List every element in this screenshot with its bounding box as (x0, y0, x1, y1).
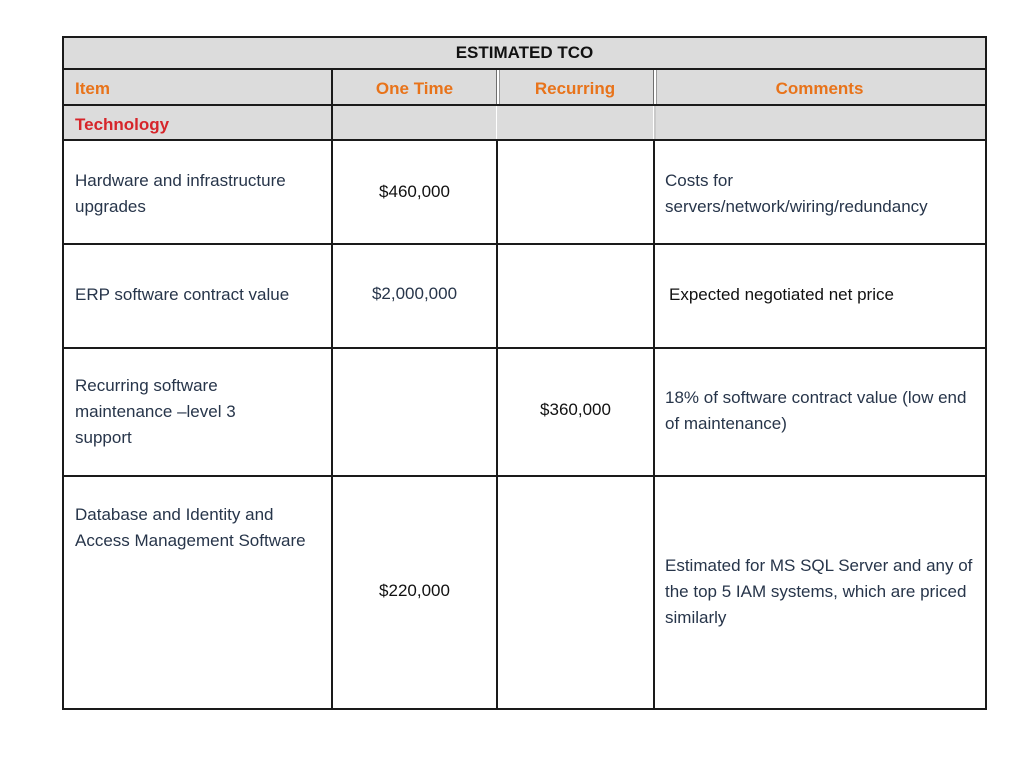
section-label: Technology (75, 115, 170, 134)
comments-text: 18% of software contract value (low end of maintenance) (665, 388, 967, 433)
one-time-cell (331, 245, 496, 347)
table-title-row (62, 36, 987, 70)
comments-text: Costs for servers/network/wiring/redundancy (665, 171, 928, 216)
header-cell-item (64, 70, 331, 104)
section-cell (64, 106, 331, 139)
one-time-value: $460,000 (379, 182, 450, 201)
section-empty-cell (653, 106, 985, 139)
header-cell-one-time (331, 70, 496, 104)
recurring-cell (496, 477, 653, 708)
one-time-value: $220,000 (379, 581, 450, 600)
one-time-cell (331, 477, 496, 708)
item-cell (64, 349, 331, 475)
recurring-value: $360,000 (540, 400, 611, 419)
one-time-cell (331, 141, 496, 243)
table-row (62, 141, 987, 245)
header-cell-recurring (496, 70, 653, 104)
comments-cell (653, 477, 985, 708)
table-title: ESTIMATED TCO (455, 43, 594, 62)
section-empty-cell (496, 106, 653, 139)
section-row-technology (62, 106, 987, 141)
comments-text: Expected negotiated net price (669, 285, 894, 304)
header-recurring: Recurring (534, 79, 616, 98)
header-cell-comments (653, 70, 985, 104)
header-item: Item (75, 79, 110, 98)
table-row (62, 349, 987, 477)
recurring-cell (496, 349, 653, 475)
recurring-cell (496, 141, 653, 243)
item-text: Hardware and infrastructure upgrades (75, 171, 286, 216)
item-text: ERP software contract value (75, 285, 290, 304)
item-cell (64, 477, 331, 708)
item-cell (64, 141, 331, 243)
comments-cell (653, 349, 985, 475)
header-one-time: One Time (375, 79, 454, 98)
comments-cell (653, 141, 985, 243)
header-comments: Comments (775, 79, 864, 98)
table-row (62, 245, 987, 349)
one-time-cell (331, 349, 496, 475)
recurring-cell (496, 245, 653, 347)
comments-cell (653, 245, 985, 347)
one-time-value: $2,000,000 (371, 284, 458, 303)
comments-text: Estimated for MS SQL Server and any of the top 5 IAM systems, which are priced similarly (665, 556, 973, 627)
item-cell (64, 245, 331, 347)
item-text: Recurring software maintenance –level 3 support (75, 376, 236, 447)
item-text: Database and Identity and Access Management Software (75, 505, 306, 550)
table-header-row (62, 70, 987, 106)
section-empty-cell (331, 106, 496, 139)
table-row (62, 477, 987, 710)
estimated-tco-table (62, 36, 987, 710)
